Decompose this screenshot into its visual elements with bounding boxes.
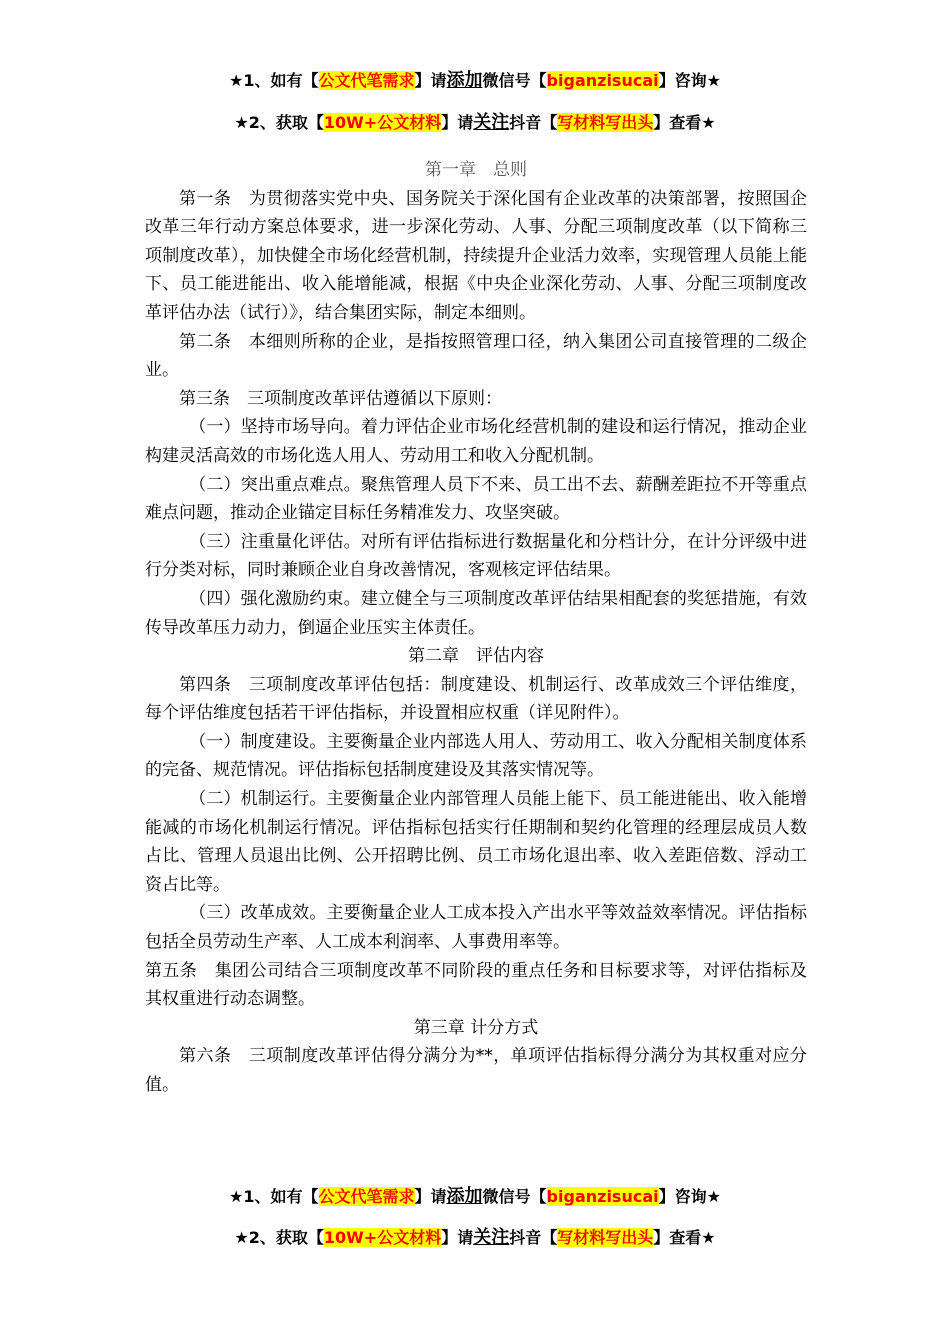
banner-highlight: 10W+公文材料 (323, 113, 442, 132)
clause-paragraph: （二）机制运行。主要衡量企业内部管理人员能上能下、员工能进能出、收入能增能减的市场化机制运行情况。评估指标包括实行任期制和契约化管理的经理层成员人数占比、管理人员退出比例、公开招聘比例、员工市场化退出率、收入差距倍数、浮动工资占比等。 (145, 789, 807, 895)
banner-suffix: 】查看★ (653, 113, 716, 132)
banner-text: 】请 (441, 1228, 474, 1247)
banner-suffix: 】查看★ (653, 1228, 716, 1247)
banner-suffix: 】咨询★ (658, 71, 721, 90)
article-paragraph: 第六条 三项制度改革评估得分满分为**，单项评估指标得分满分为其权重对应分值。 (145, 1046, 807, 1095)
banner-underline: 添加 (446, 1186, 483, 1207)
banner-text: 微信号【 (482, 1187, 547, 1206)
article-paragraph: 第二条 本细则所称的企业，是指按照管理口径，纳入集团公司直接管理的二级企业。 (145, 331, 807, 381)
banner-prefix: ★1、如有【 (229, 71, 319, 90)
banner-wechat-id: biganzisucai (546, 1187, 659, 1206)
article-paragraph: 第三条 三项制度改革评估遵循以下原则： (179, 388, 502, 409)
clause-paragraph: （一）制度建设。主要衡量企业内部选人用人、劳动用工、收入分配相关制度体系的完备、规范情况。评估指标包括制度建设及其落实情况等。 (145, 731, 807, 781)
banner-prefix: ★1、如有【 (229, 1187, 319, 1206)
banner-underline: 添加 (446, 70, 483, 91)
article-paragraph: 第四条 三项制度改革评估包括：制度建设、机制运行、改革成效三个评估维度，每个评估维度包括若干评估指标，并设置相应权重（详见附件）。 (145, 674, 807, 724)
banner-prefix: ★2、获取【 (234, 1228, 324, 1247)
banner-text: 抖音【 (509, 1228, 558, 1247)
banner-text: 】请 (414, 71, 447, 90)
article-paragraph: 第五条 集团公司结合三项制度改革不同阶段的重点任务和目标要求等，对评估指标及其权重进行动态调整。 (145, 960, 807, 1010)
clause-paragraph: （二）突出重点难点。聚焦管理人员下不来、员工出不去、薪酬差距拉不开等重点难点问题，推动企业锚定目标任务精准发力、攻坚突破。 (145, 474, 807, 524)
banner-text: 微信号【 (482, 71, 547, 90)
clause-paragraph: （三）注重量化评估。对所有评估指标进行数据量化和分档计分，在计分评级中进行分类对标，同时兼顾企业自身改善情况，客观核定评估结果。 (145, 531, 807, 581)
chapter-heading: 第三章 计分方式 (413, 1017, 539, 1038)
banner-highlight: 公文代笔需求 (318, 71, 415, 90)
banner-douyin-id: 写材料写出头 (557, 1228, 654, 1247)
clause-paragraph: （四）强化激励约束。建立健全与三项制度改革评估结果相配套的奖惩措施，有效传导改革压力动力，倒逼企业压实主体责任。 (145, 588, 807, 638)
document-body (145, 156, 807, 1100)
banner-text: 抖音【 (509, 113, 558, 132)
promo-banner-bottom-line1 (0, 1185, 950, 1209)
clause-paragraph: （一）坚持市场导向。着力评估企业市场化经营机制的建设和运行情况，推动企业构建灵活高效的市场化选人用人、劳动用工和收入分配机制。 (145, 417, 807, 466)
banner-douyin-id: 写材料写出头 (557, 113, 654, 132)
banner-underline: 关注 (473, 112, 510, 133)
clause-paragraph: （三）改革成效。主要衡量企业人工成本投入产出水平等效益效率情况。评估指标包括全员劳动生产率、人工成本利润率、人事费用率等。 (145, 903, 807, 953)
promo-banner-top-line2 (0, 111, 950, 135)
chapter-heading: 第一章 总则 (425, 160, 527, 180)
banner-text: 】请 (414, 1187, 447, 1206)
promo-banner-bottom-line2 (0, 1226, 950, 1250)
chapter-heading: 第二章 评估内容 (408, 646, 544, 667)
banner-text: 】请 (441, 113, 474, 132)
promo-banner-top-line1 (0, 69, 950, 93)
banner-highlight: 10W+公文材料 (323, 1228, 442, 1247)
article-paragraph: 第一条 为贯彻落实党中央、国务院关于深化国有企业改革的决策部署，按照国企改革三年行动方案总体要求，进一步深化劳动、人事、分配三项制度改革（以下简称三项制度改革），加快健全市场化经营机制，持续提升企业活力效率，实现管理人员能上能下、员工能进能出、收入能增能减，根据《中央企业深化劳动、人事、分配三项制度改革评估办法（试行）》，结合集团实际，制定本细则。 (145, 188, 807, 323)
banner-prefix: ★2、获取【 (234, 113, 324, 132)
banner-wechat-id: biganzisucai (546, 71, 659, 90)
banner-suffix: 】咨询★ (658, 1187, 721, 1206)
banner-underline: 关注 (473, 1227, 510, 1248)
banner-highlight: 公文代笔需求 (318, 1187, 415, 1206)
